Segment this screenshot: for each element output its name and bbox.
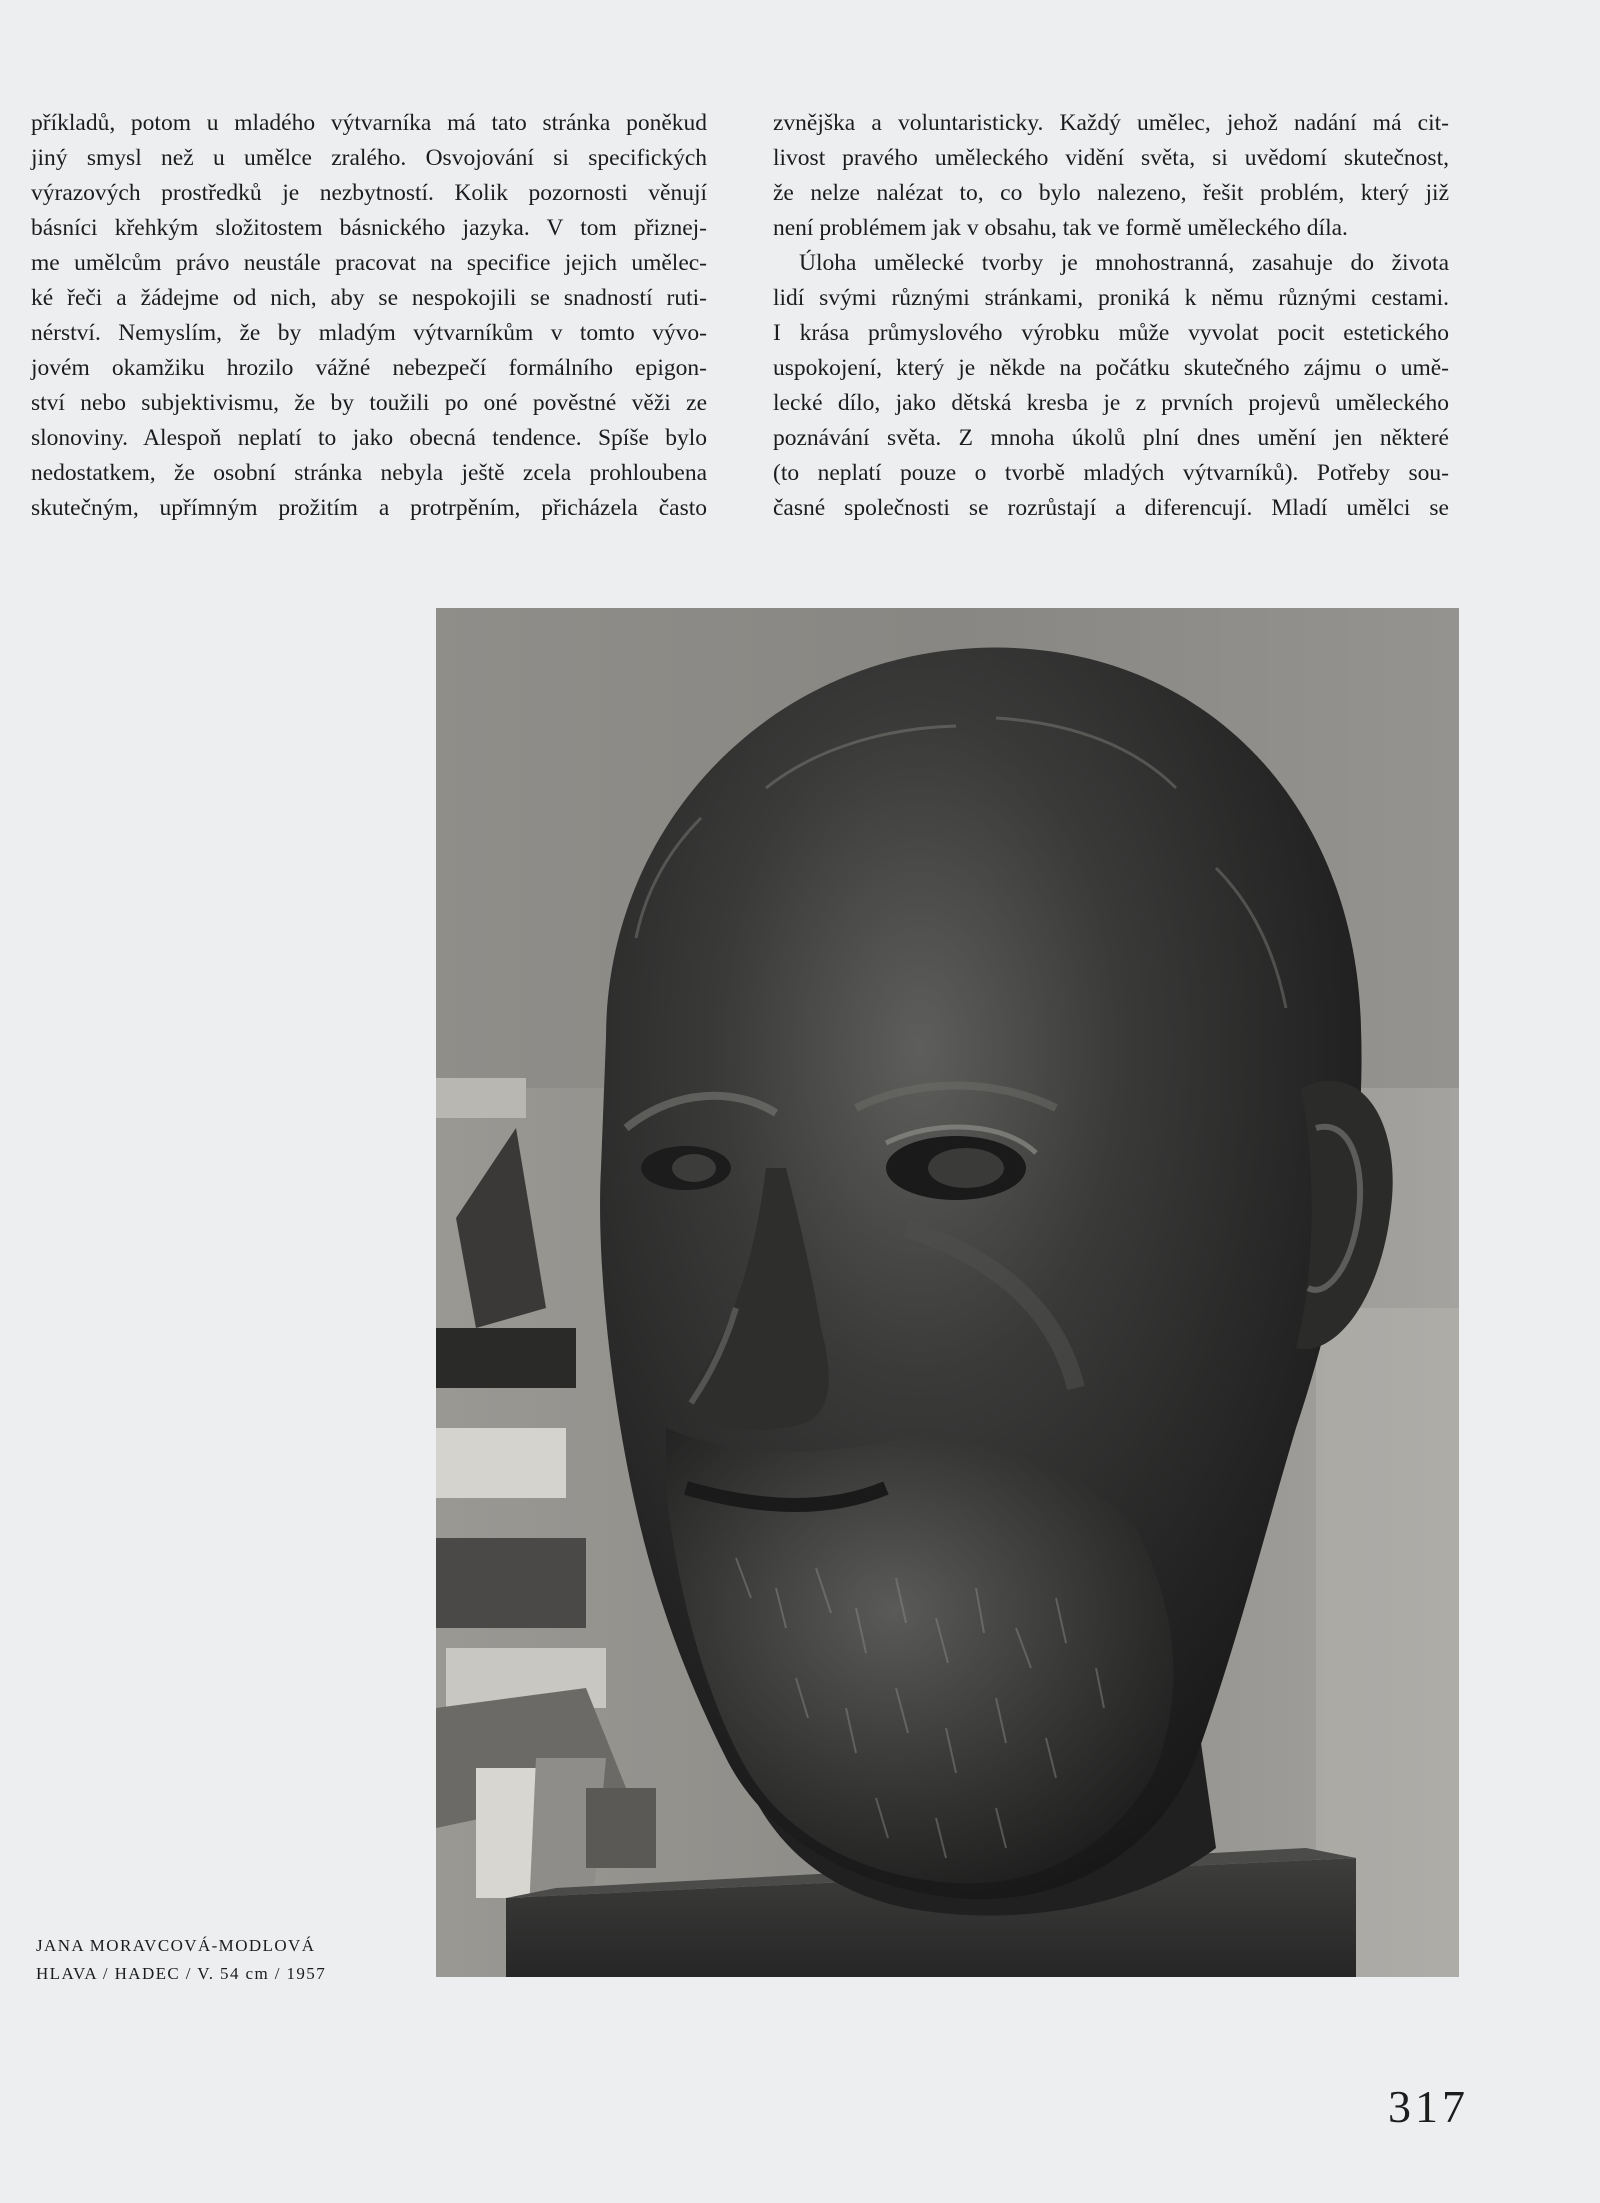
right-text-column <box>773 106 1449 526</box>
text-line: uspokojení, který je někde na počátku skutečného zájmu o umě- <box>773 355 1449 381</box>
text-line: ké řeči a žádejme od nich, aby se nespokojili se snadností ruti- <box>31 285 707 311</box>
text-line: lidí svými různými stránkami, proniká k němu různými cestami. <box>773 285 1449 311</box>
text-line: není problémem jak v obsahu, tak ve formě uměleckého díla. <box>773 215 1348 241</box>
text-line: nedostatkem, že osobní stránka nebyla ještě zcela prohloubena <box>31 460 707 486</box>
text-line: že nelze nalézat to, co bylo nalezeno, řešit problém, který již <box>773 180 1449 206</box>
sculpture-photo <box>436 608 1459 1977</box>
text-line: slonoviny. Alespoň neplatí to jako obecná tendence. Spíše bylo <box>31 425 707 451</box>
text-line: příkladů, potom u mladého výtvarníka má tato stránka poněkud <box>31 110 707 136</box>
text-line: livost pravého uměleckého vidění světa, si uvědomí skutečnost, <box>773 145 1449 171</box>
text-line: ství nebo subjektivismu, že by toužili po oné pověstné věži ze <box>31 390 707 416</box>
caption-details: HLAVA / HADEC / V. 54 cm / 1957 <box>36 1964 327 1983</box>
text-line: časné společnosti se rozrůstají a diferencují. Mladí umělci se <box>773 495 1449 521</box>
text-line: jovém okamžiku hrozilo vážné nebezpečí formálního epigon- <box>31 355 707 381</box>
text-line: zvnějška a voluntaristicky. Každý umělec, jehož nadání má cit- <box>773 110 1449 136</box>
text-line: jiný smysl než u umělce zralého. Osvojování si specifických <box>31 145 707 171</box>
left-text-column <box>31 106 707 526</box>
text-line: výrazových prostředků je nezbytností. Kolik pozornosti věnují <box>31 180 707 206</box>
text-line: poznávání světa. Z mnoha úkolů plní dnes umění jen některé <box>773 425 1449 451</box>
page-number: 317 <box>1388 2081 1469 2132</box>
text-line: (to neplatí pouze o tvorbě mladých výtvarníků). Potřeby sou- <box>773 460 1449 486</box>
text-line: Úloha umělecké tvorby je mnohostranná, zasahuje do života <box>799 250 1449 276</box>
text-line: me umělcům právo neustále pracovat na specifice jejich umělec- <box>31 250 707 276</box>
image-caption <box>36 1932 326 1988</box>
text-line: nérství. Nemyslím, že by mladým výtvarníkům v tomto vývo- <box>31 320 707 346</box>
caption-artist: JANA MORAVCOVÁ-MODLOVÁ <box>36 1936 316 1955</box>
text-line: skutečným, upřímným prožitím a protrpěním, přicházela často <box>31 495 707 521</box>
text-line: lecké dílo, jako dětská kresba je z prvních projevů uměleckého <box>773 390 1449 416</box>
text-line: básníci křehkým složitostem básnického jazyka. V tom přiznej- <box>31 215 707 241</box>
text-line: I krása průmyslového výrobku může vyvolat pocit estetického <box>773 320 1449 346</box>
